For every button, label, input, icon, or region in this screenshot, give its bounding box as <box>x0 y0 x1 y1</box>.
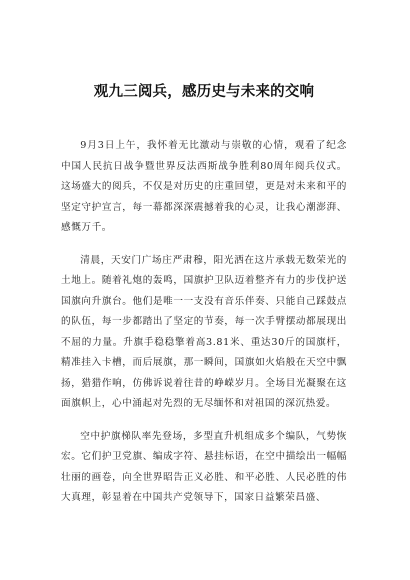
paragraph-1: 9月3日上午，我怀着无比激动与崇敬的心情，观看了纪念中国人民抗日战争暨世界反法西斯战争胜利80周年阅兵仪式。这场盛大的阅兵，不仅是对历史的庄重回望，更是对未来和平的坚定守护宣言，每一幕都深深震撼着我的心灵，让我心潮澎湃、感慨万千。 <box>61 140 347 233</box>
document-title: 观九三阅兵，感历史与未来的交响 <box>93 84 315 100</box>
paragraph-2: 清晨，天安门广场庄严肃穆，阳光洒在这片承载无数荣光的土地上。随着礼炮的轰鸣，国旗护卫队迈着整齐有力的步伐护送国旗向升旗台。他们是唯一一支没有音乐伴奏、只能自己踩鼓点的队伍，每一步都踏出了坚定的节奏，每一次手臂摆动都展现出不屈的力量。升旗手稳稳擎着高3.81米、重达30斤的国旗杆，精准挂入卡槽，而后展旗，那一瞬间，国旗如火焰般在天空中飘扬，猎猎作响，仿佛诉说着往昔的峥嵘岁月。全场目光凝聚在这面旗帜上，心中涌起对先烈的无尽缅怀和对祖国的深沉热爱。 <box>61 254 347 409</box>
paragraph-3: 空中护旗梯队率先登场，多型直升机组成多个编队，气势恢宏。它们护卫党旗、编成字符、悬挂标语，在空中描绘出一幅幅壮丽的画卷，向全世界昭告正义必胜、和平必胜、人民必胜的伟大真理，彰显着在中国共产党领导下，国家日益繁荣昌盛、 <box>61 430 347 503</box>
